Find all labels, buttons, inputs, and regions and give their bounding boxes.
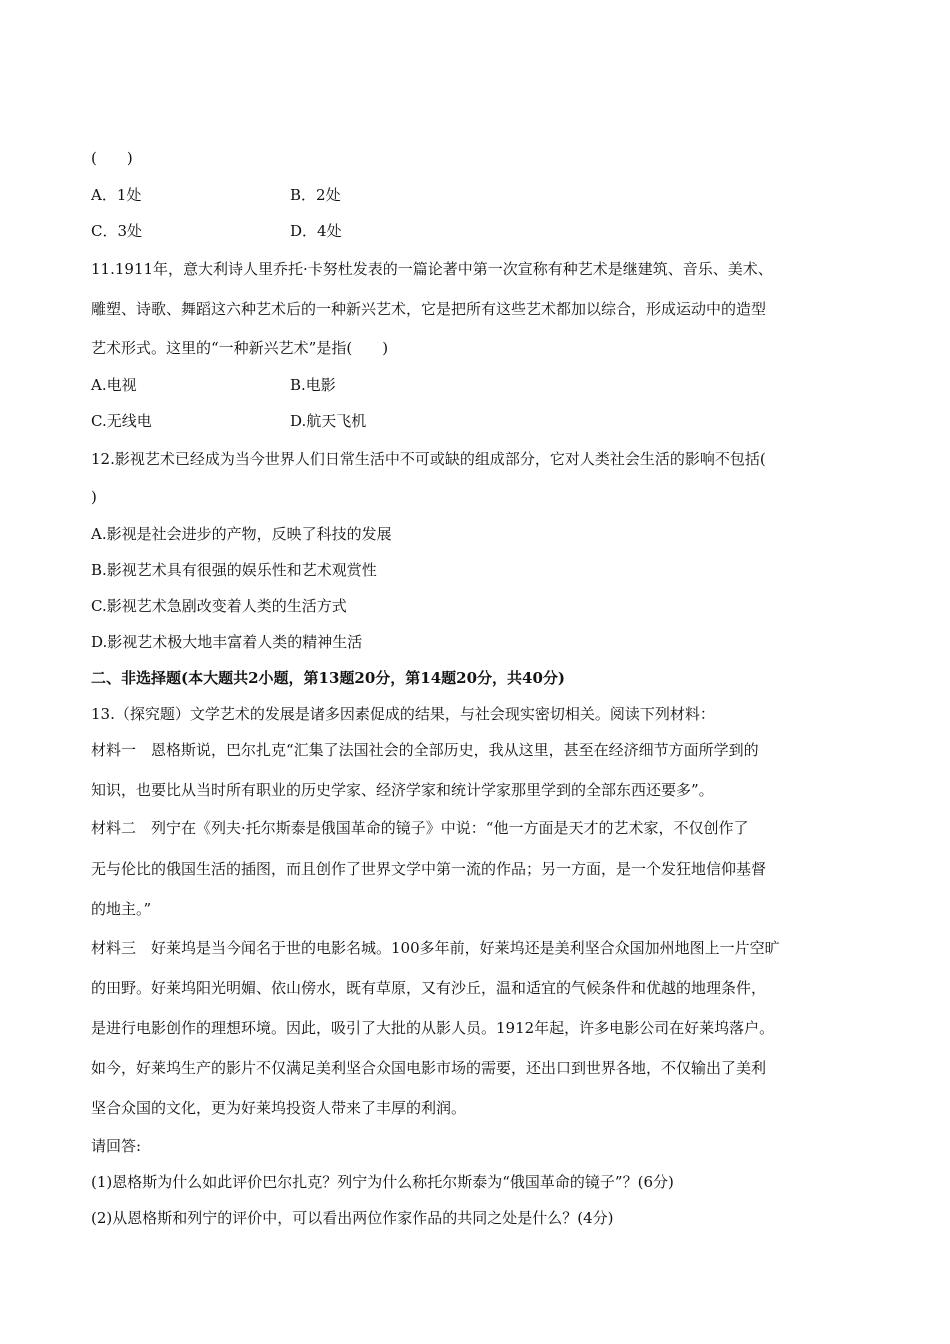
q13-material-2-line-1: 材料二 列宁在《列夫·托尔斯泰是俄国革命的镜子》中说：“他一方面是天才的艺术家，不仅创作了 [91,819,749,837]
q13-material-1-line-1: 材料一 恩格斯说，巴尔扎克“汇集了法国社会的全部历史，我从这里，甚至在经济细节方面所学到的 [91,741,759,759]
q10-option-a: A．1处 [91,186,142,204]
q13-material-3-line-1: 材料三 好莱坞是当今闻名于世的电影名城。100多年前，好莱坞还是美利坚合众国加州地图上一片空旷 [91,939,780,957]
q11-stem-line-1: 11.1911年，意大利诗人里乔托·卡努杜发表的一篇论著中第一次宣称有种艺术是继建筑、音乐、美术、 [91,260,773,278]
q13-material-2-line-3: 的地主。” [91,900,152,918]
q12-stem-line-1: 12.影视艺术已经成为当今世界人们日常生活中不可或缺的组成部分，它对人类社会生活的影响不包括( [91,450,766,468]
q10-option-b: B．2处 [290,186,341,204]
q13-sub-question-1: (1)恩格斯为什么如此评价巴尔扎克？列宁为什么称托尔斯泰为“俄国革命的镜子”？(6分) [91,1173,674,1191]
q12-option-a: A.影视是社会进步的产物，反映了科技的发展 [91,525,392,543]
q11-option-b: B.电影 [290,376,336,394]
q10-answer-paren: ( ) [91,149,133,167]
q13-answer-prompt: 请回答: [91,1137,142,1155]
q11-stem-line-3: 艺术形式。这里的“一种新兴艺术”是指( ) [91,339,389,357]
q12-option-d: D.影视艺术极大地丰富着人类的精神生活 [91,633,363,651]
q12-option-b: B.影视艺术具有很强的娱乐性和艺术观赏性 [91,561,377,579]
q13-material-3-line-3: 是进行电影创作的理想环境。因此，吸引了大批的从影人员。1912年起，许多电影公司在好莱坞落户。 [91,1019,775,1037]
q13-sub-question-2: (2)从恩格斯和列宁的评价中，可以看出两位作家作品的共同之处是什么？(4分) [91,1209,614,1227]
q13-material-1-line-2: 知识，也要比从当时所有职业的历史学家、经济学家和统计学家那里学到的全部东西还要多”。 [91,781,714,799]
q13-material-3-line-4: 如今，好莱坞生产的影片不仅满足美利坚合众国电影市场的需要，还出口到世界各地，不仅输出了美利 [91,1059,767,1077]
q11-option-d: D.航天飞机 [290,412,367,430]
q10-option-c: C．3处 [91,222,143,240]
q12-option-c: C.影视艺术急剧改变着人类的生活方式 [91,597,347,615]
q11-stem-line-2: 雕塑、诗歌、舞蹈这六种艺术后的一种新兴艺术，它是把所有这些艺术都加以综合，形成运动中的造型 [91,300,767,318]
q11-option-c: C.无线电 [91,412,152,430]
q13-material-2-line-2: 无与伦比的俄国生活的插图，而且创作了世界文学中第一流的作品；另一方面，是一个发狂地信仰基督 [91,860,767,878]
q13-material-3-line-2: 的田野。好莱坞阳光明媚、依山傍水，既有草原，又有沙丘，温和适宜的气候条件和优越的地理条件， [91,979,767,997]
q13-intro: 13.（探究题）文学艺术的发展是诸多因素促成的结果，与社会现实密切相关。阅读下列材料： [91,705,715,723]
q12-stem-line-2: ) [91,488,97,506]
section-2-heading: 二、非选择题(本大题共2小题，第13题20分，第14题20分，共40分) [91,669,566,687]
q13-material-3-line-5: 坚合众国的文化，更为好莱坞投资人带来了丰厚的利润。 [91,1099,467,1117]
q10-option-d: D．4处 [290,222,342,240]
q11-option-a: A.电视 [91,376,137,394]
